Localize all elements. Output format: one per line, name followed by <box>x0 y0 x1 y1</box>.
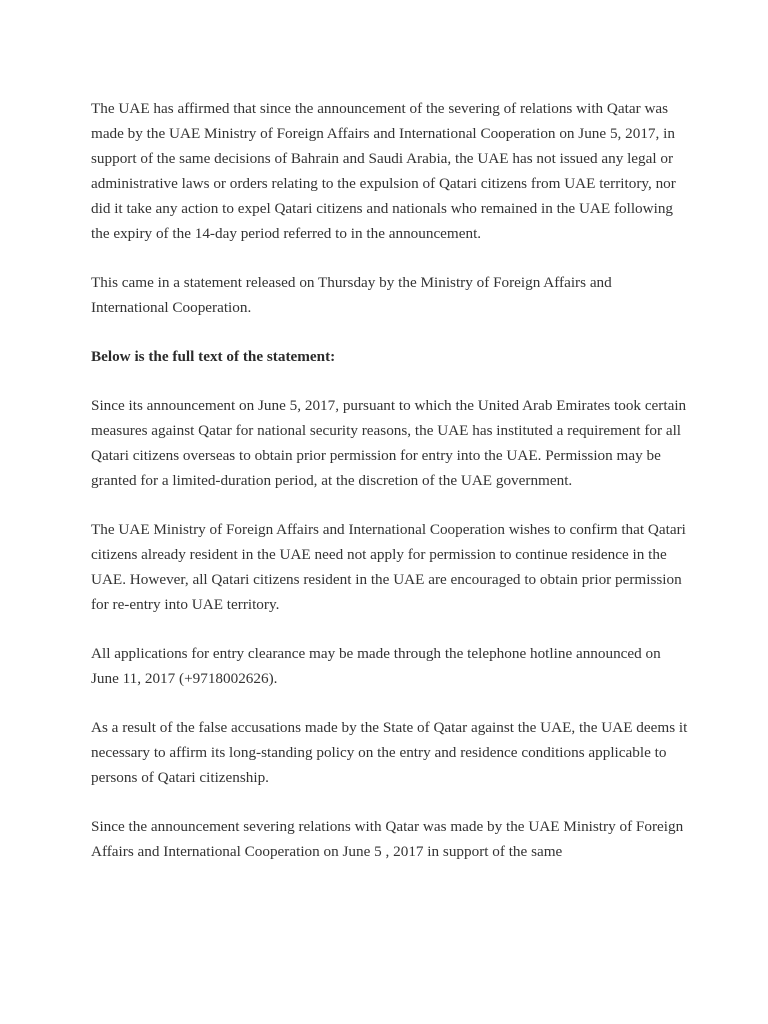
statement-heading: Below is the full text of the statement: <box>91 348 336 365</box>
statement-paragraph-1: Since its announcement on June 5, 2017, pursuant to which the United Arab Emirates took certain measures against Qatar for national security reasons, the UAE has instituted a requirement for all Qatari citizens overseas to obtain prior permission for entry into the UAE. Permission may be granted for a limited-duration period, at the discretion of the UAE government. <box>91 397 687 489</box>
statement-paragraph-2: The UAE Ministry of Foreign Affairs and International Cooperation wishes to confirm that Qatari citizens already resident in the UAE need not apply for permission to continue residence in the UAE. However, all Qatari citizens resident in the UAE are encouraged to obtain prior permission for re-entry into UAE territory. <box>91 521 686 613</box>
statement-paragraph-5: Since the announcement severing relations with Qatar was made by the UAE Ministry of Foreign Affairs and International Cooperation on June 5 , 2017 in support of the same <box>91 818 684 860</box>
statement-paragraph-4: As a result of the false accusations made by the State of Qatar against the UAE, the UAE deems it necessary to affirm its long-standing policy on the entry and residence conditions applicable to persons of Qatari citizenship. <box>91 719 688 786</box>
statement-paragraph-3: All applications for entry clearance may be made through the telephone hotline announced on June 11, 2017 (+9718002626). <box>91 645 661 687</box>
statement-source-paragraph: This came in a statement released on Thursday by the Ministry of Foreign Affairs and International Cooperation. <box>91 274 612 316</box>
intro-paragraph: The UAE has affirmed that since the announcement of the severing of relations with Qatar was made by the UAE Ministry of Foreign Affairs and International Cooperation on June 5, 2017, in support of the same decisions of Bahrain and Saudi Arabia, the UAE has not issued any legal or administrative laws or orders relating to the expulsion of Qatari citizens from UAE territory, nor did it take any action to expel Qatari citizens and nationals who remained in the UAE following the expiry of the 14-day period referred to in the announcement. <box>91 100 676 242</box>
document-body <box>91 96 691 888</box>
